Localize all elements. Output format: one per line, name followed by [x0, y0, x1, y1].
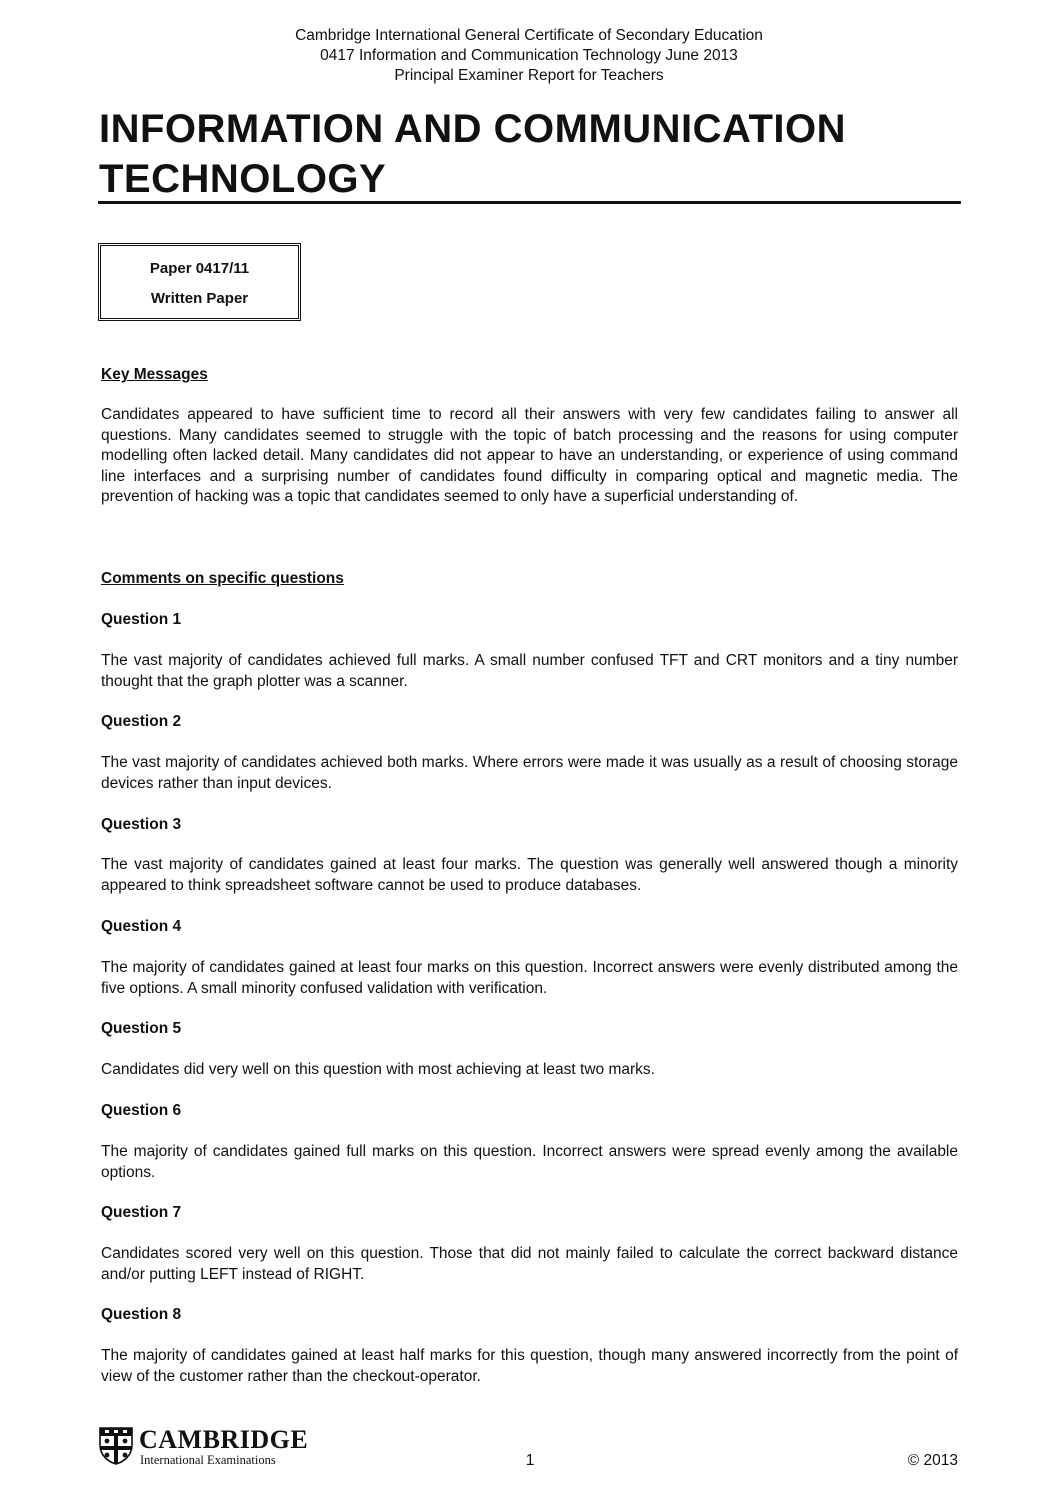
header-line-1: Cambridge International General Certificate of Secondary Education: [295, 27, 763, 44]
question-8-title: Question 8: [101, 1306, 182, 1323]
question-4-text: The majority of candidates gained at least four marks on this question. Incorrect answers were evenly distributed among the five options. A small minority confused validation with verification.: [101, 959, 958, 997]
header-line-2: 0417 Information and Communication Technology June 2013: [320, 47, 738, 64]
running-header: [0, 26, 1058, 86]
question-3-text: The vast majority of candidates gained at least four marks. The question was generally well answered though a minority appeared to think spreadsheet software cannot be used to produce databases.: [101, 856, 958, 894]
paper-code: Paper 0417/11: [149, 260, 250, 277]
logo-name: CAMBRIDGE: [139, 1425, 309, 1454]
question-5-title: Question 5: [101, 1020, 182, 1037]
question-1-text: The vast majority of candidates achieved full marks. A small number confused TFT and CRT monitors and a tiny number thought that the graph plotter was a scanner.: [101, 652, 958, 690]
question-7-title: Question 7: [101, 1204, 182, 1221]
question-7-text: Candidates scored very well on this question. Those that did not mainly failed to calculate the correct backward distance and/or putting LEFT instead of RIGHT.: [101, 1245, 958, 1283]
title-divider: [98, 201, 961, 204]
question-4-title: Question 4: [101, 918, 182, 935]
question-5-text: Candidates did very well on this question with most achieving at least two marks.: [101, 1061, 655, 1078]
page-number: 1: [525, 1452, 535, 1469]
comments-heading: Comments on specific questions: [101, 570, 344, 587]
question-6-text: The majority of candidates gained full marks on this question. Incorrect answers were spread evenly among the available options.: [101, 1143, 958, 1181]
header-line-3: Principal Examiner Report for Teachers: [394, 67, 664, 84]
question-2-text: The vast majority of candidates achieved both marks. Where errors were made it was usually as a result of choosing storage devices rather than input devices.: [101, 754, 958, 792]
logo-subtitle: International Examinations: [140, 1453, 276, 1467]
cambridge-logo: [99, 1425, 329, 1467]
key-messages-text: Candidates appeared to have sufficient time to record all their answers with very few candidates failing to answer all questions. Many candidates seemed to struggle with the topic of batch processing and the reasons for using computer modelling often lacked detail. Many candidates did not appear to have an understanding, or experience of using command line interfaces and a surprising number of candidates found difficulty in comparing optical and magnetic media. The prevention of hacking was a topic that candidates seemed to only have a superficial understanding of.: [101, 406, 958, 505]
copyright: © 2013: [907, 1452, 958, 1469]
question-6-title: Question 6: [101, 1102, 182, 1119]
question-2-title: Question 2: [101, 713, 182, 730]
key-messages-heading: Key Messages: [101, 366, 208, 383]
paper-type: Written Paper: [150, 290, 249, 307]
question-8-text: The majority of candidates gained at least half marks for this question, though many answered incorrectly from the point of view of the customer rather than the checkout-operator.: [101, 1347, 958, 1385]
question-1-title: Question 1: [101, 611, 182, 628]
shield-icon: [99, 1427, 133, 1465]
question-3-title: Question 3: [101, 816, 182, 833]
page-title: INFORMATION AND COMMUNICATION TECHNOLOGY: [99, 107, 846, 201]
paper-info-box: [98, 243, 301, 321]
